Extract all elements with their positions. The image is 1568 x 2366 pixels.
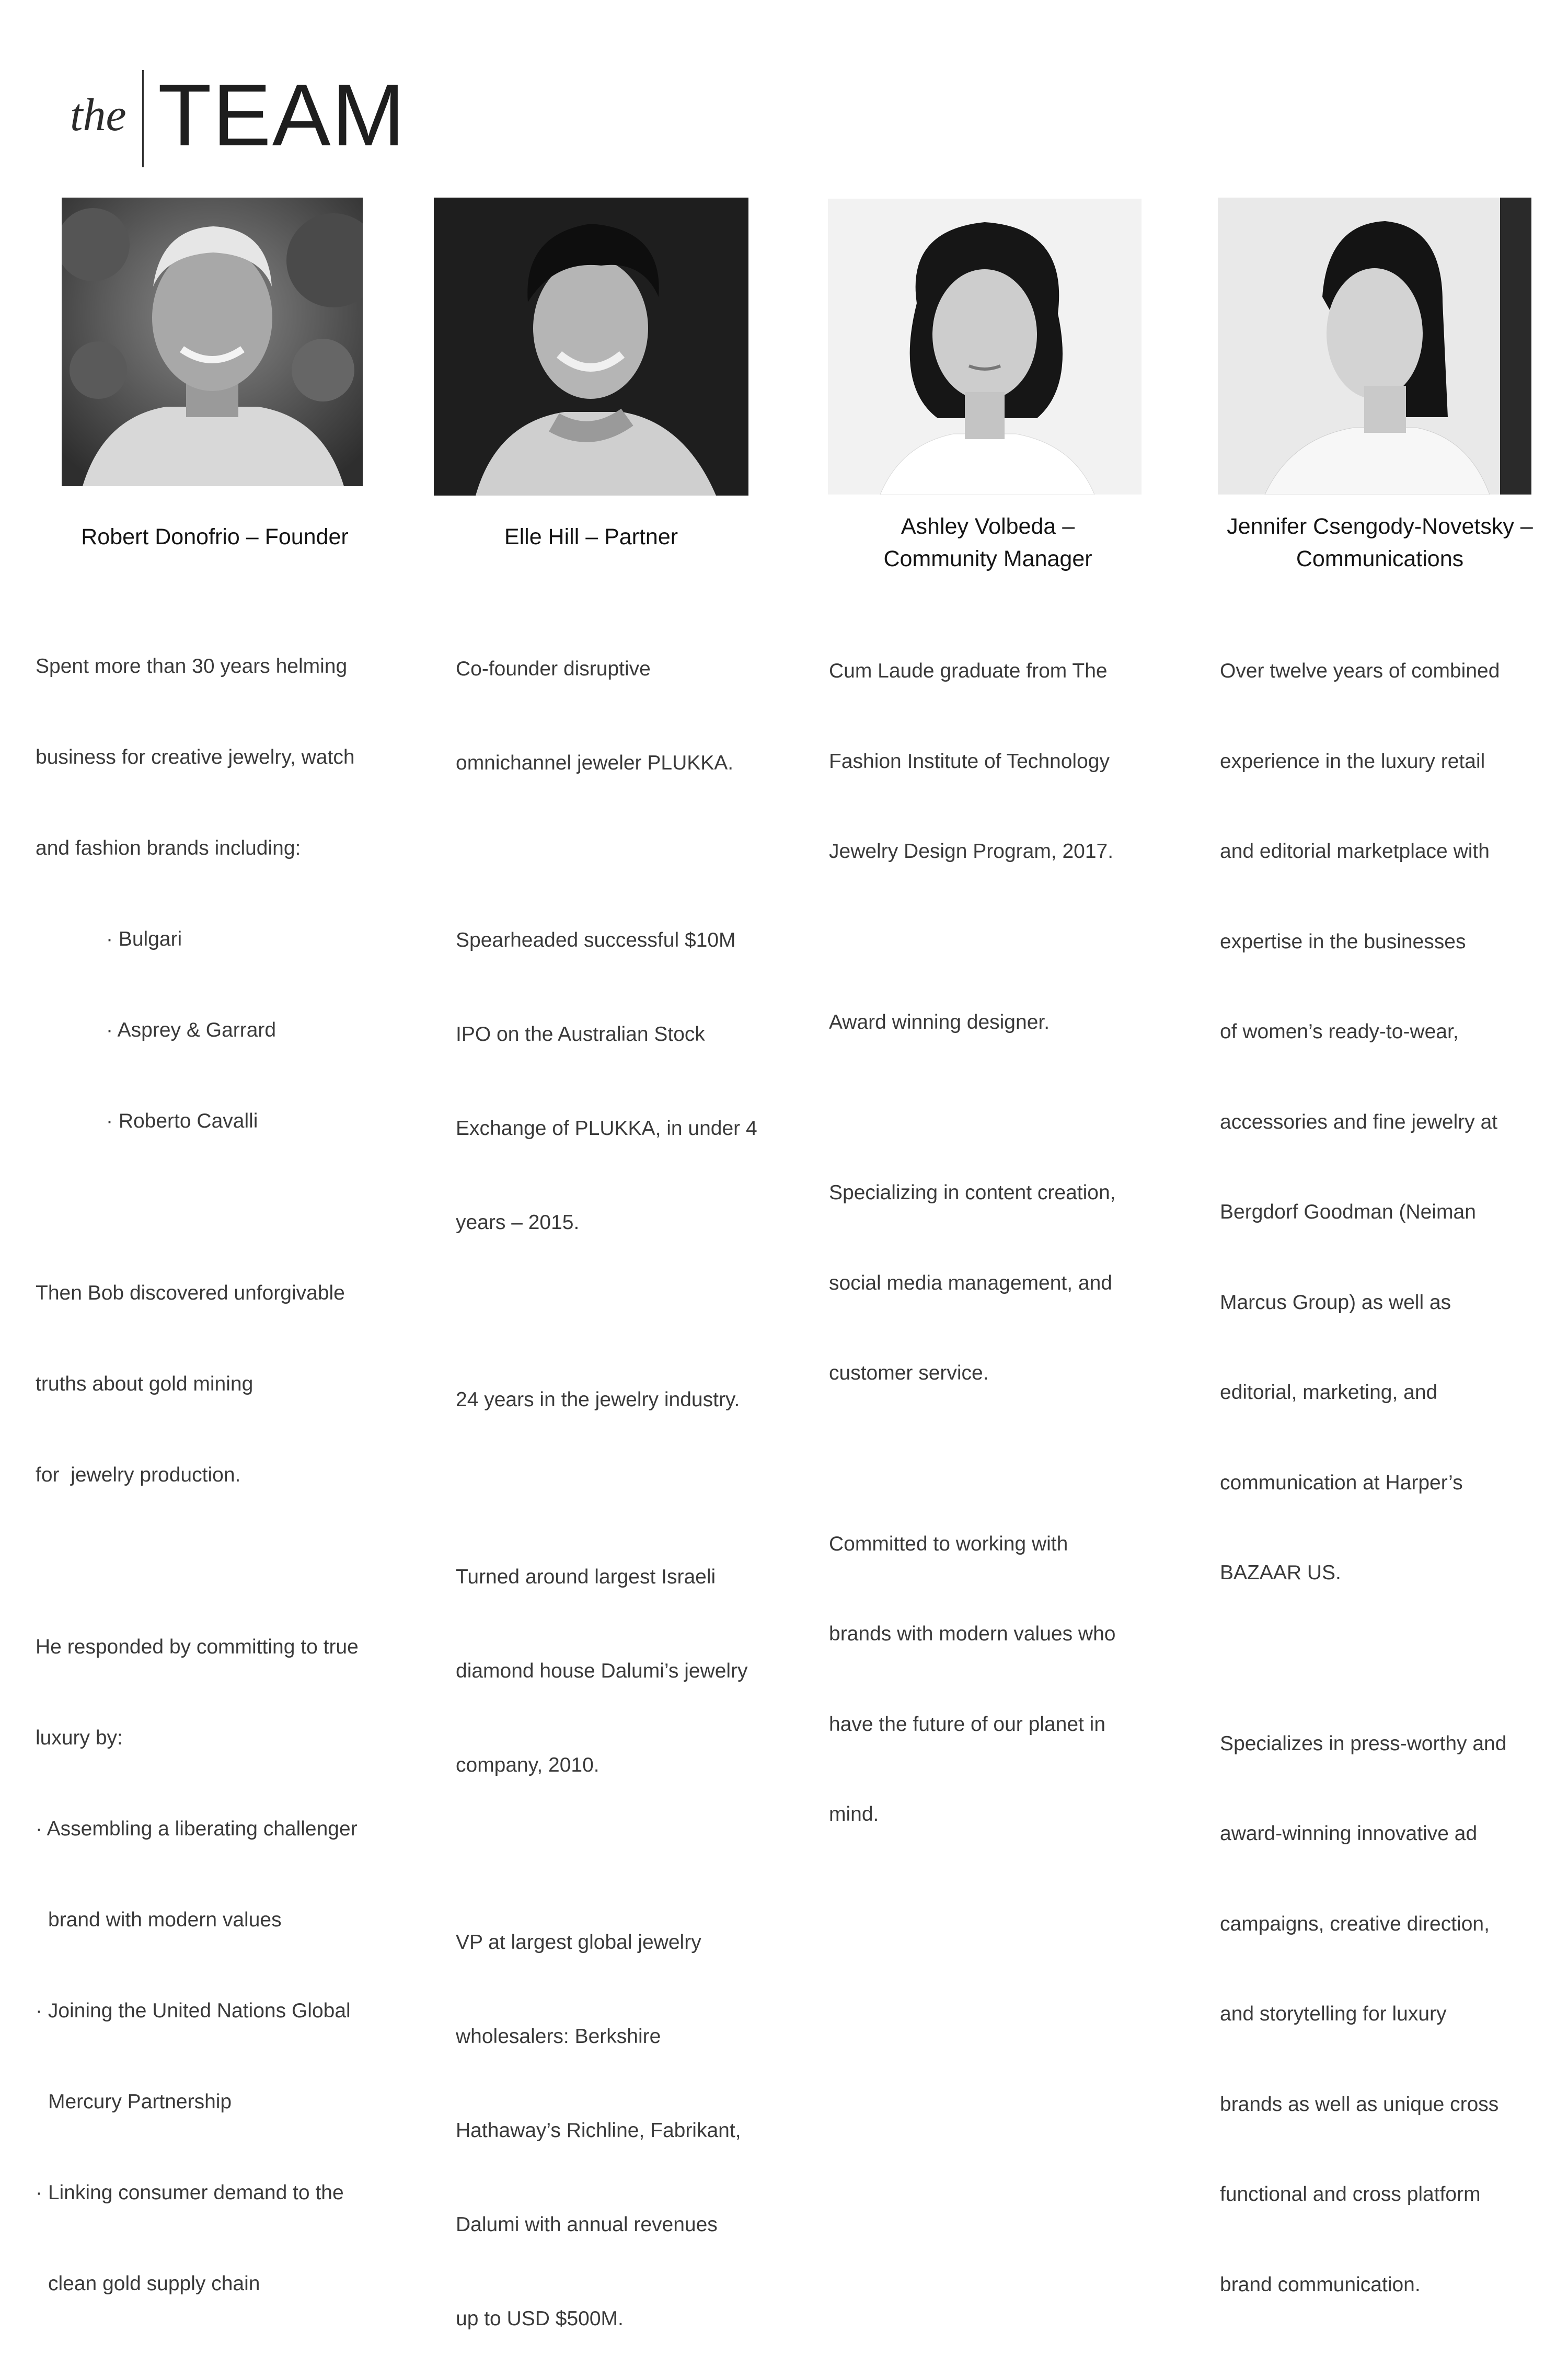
elle-hill-photo: [434, 198, 748, 496]
bio-line: functional and cross platform: [1220, 2183, 1481, 2206]
jennifer-csengody-novetsky-photo: [1218, 198, 1531, 495]
title-team: TEAM: [158, 66, 406, 164]
bio-spacer: [456, 842, 816, 862]
bio-line: Exchange of PLUKKA, in under 4: [456, 1117, 757, 1140]
bio-line: brands with modern values who: [829, 1623, 1116, 1645]
member-name-ashley-line2: Community Manager: [883, 546, 1092, 571]
bio-line: company, 2010.: [456, 1754, 599, 1776]
bio-line: Fashion Institute of Technology: [829, 750, 1110, 773]
bio-line: Cum Laude graduate from The: [829, 660, 1108, 682]
bio-line: and fashion brands including:: [36, 837, 301, 859]
bio-line: Committed to working with: [829, 1532, 1068, 1555]
bio-line: Spearheaded successful $10M: [456, 929, 736, 951]
bio-line: BAZAAR US.: [1220, 1561, 1341, 1584]
bio-spacer: [829, 1097, 1163, 1118]
bio-line: editorial, marketing, and: [1220, 1381, 1438, 1404]
bio-line: He responded by committing to true: [36, 1636, 359, 1658]
bio-line: communication at Harper’s: [1220, 1471, 1463, 1494]
bio-line: of women’s ready-to-wear,: [1220, 1020, 1459, 1043]
bio-bullet-continuation: brand with modern values: [48, 1909, 282, 1931]
bio-robert: [36, 591, 412, 2329]
bio-line: Spent more than 30 years helming: [36, 655, 348, 677]
title-divider: [142, 70, 144, 167]
bio-line: brand communication.: [1220, 2273, 1421, 2296]
bio-line: Turned around largest Israeli: [456, 1566, 716, 1588]
member-name-jennifer-line1: Jennifer Csengody-Novetsky –: [1227, 514, 1533, 539]
bio-line: luxury by:: [36, 1727, 123, 1749]
bio-line: accessories and fine jewelry at: [1220, 1110, 1498, 1133]
bio-list-item: · Bulgari: [106, 928, 182, 950]
bio-spacer: [829, 927, 1163, 947]
bio-line: truths about gold mining: [36, 1373, 253, 1395]
member-name-ashley-line1: Ashley Volbeda –: [901, 514, 1075, 539]
bio-jennifer: [1220, 596, 1554, 2330]
bio-line: have the future of our planet in: [829, 1713, 1106, 1736]
member-name-jennifer-line2: Communications: [1296, 546, 1464, 571]
bio-line: wholesalers: Berkshire: [456, 2025, 661, 2048]
bio-line: up to USD $500M.: [456, 2307, 624, 2330]
bio-bullet-item: · Joining the United Nations Global: [36, 2000, 351, 2022]
bio-line: and editorial marketplace with: [1220, 840, 1490, 863]
bio-line: Dalumi with annual revenues: [456, 2213, 718, 2236]
bio-ashley: [829, 596, 1163, 1859]
bio-line: social media management, and: [829, 1271, 1112, 1294]
bio-spacer: [36, 1551, 412, 1571]
bio-line: Specializes in press-worthy and: [1220, 1732, 1507, 1755]
bio-line: Jewelry Design Program, 2017.: [829, 840, 1114, 863]
bio-line: Specializing in content creation,: [829, 1181, 1116, 1204]
bio-elle: [456, 591, 816, 2366]
bio-line: IPO on the Australian Stock: [456, 1023, 705, 1046]
bio-list-item: · Asprey & Garrard: [106, 1019, 276, 1041]
bio-line: Co-founder disruptive: [456, 658, 651, 680]
bio-bullet-continuation: Mercury Partnership: [48, 2091, 232, 2113]
bio-line: for jewelry production.: [36, 1464, 241, 1486]
bio-list-item: · Roberto Cavalli: [106, 1110, 258, 1132]
member-name-elle: Elle Hill – Partner: [504, 524, 678, 549]
bio-spacer: [456, 1301, 816, 1322]
bio-bullet-continuation: clean gold supply chain: [48, 2272, 260, 2295]
bio-line: Then Bob discovered unforgivable: [36, 1282, 345, 1304]
bio-line: expertise in the businesses: [1220, 930, 1466, 953]
bio-spacer: [1220, 1648, 1554, 1669]
bio-line: mind.: [829, 1803, 879, 1825]
bio-bullet-item: · Assembling a liberating challenger: [36, 1818, 358, 1840]
bio-spacer: [456, 1478, 816, 1499]
bio-line: diamond house Dalumi’s jewelry: [456, 1660, 748, 1682]
bio-spacer: [36, 1197, 412, 1218]
bio-line: omnichannel jeweler PLUKKA.: [456, 752, 734, 774]
bio-line: Award winning designer.: [829, 1010, 1050, 1033]
bio-line: Hathaway’s Richline, Fabrikant,: [456, 2119, 741, 2142]
bio-line: business for creative jewelry, watch: [36, 746, 355, 768]
member-name-jennifer: [1202, 510, 1558, 575]
member-name-ashley: [815, 510, 1160, 575]
bio-line: and storytelling for luxury: [1220, 2003, 1447, 2025]
bio-line: VP at largest global jewelry: [456, 1931, 701, 1954]
bio-line: Marcus Group) as well as: [1220, 1291, 1451, 1314]
bio-spacer: [829, 1449, 1163, 1469]
bio-line: campaigns, creative direction,: [1220, 1912, 1490, 1935]
bio-line: customer service.: [829, 1362, 989, 1384]
bio-spacer: [456, 1844, 816, 1864]
bio-line: Over twelve years of combined: [1220, 660, 1500, 682]
bio-line: years – 2015.: [456, 1211, 580, 1234]
member-name-robert: Robert Donofrio – Founder: [81, 524, 349, 549]
bio-line: experience in the luxury retail: [1220, 750, 1485, 773]
robert-donofrio-photo: [62, 198, 363, 486]
bio-line: Bergdorf Goodman (Neiman: [1220, 1201, 1476, 1223]
ashley-volbeda-photo: [828, 199, 1142, 495]
bio-line: award-winning innovative ad: [1220, 1822, 1478, 1845]
bio-bullet-item: · Linking consumer demand to the: [36, 2181, 344, 2204]
bio-line: brands as well as unique cross: [1220, 2093, 1499, 2116]
bio-line: 24 years in the jewelry industry.: [456, 1388, 740, 1411]
title-the: the: [70, 90, 126, 141]
